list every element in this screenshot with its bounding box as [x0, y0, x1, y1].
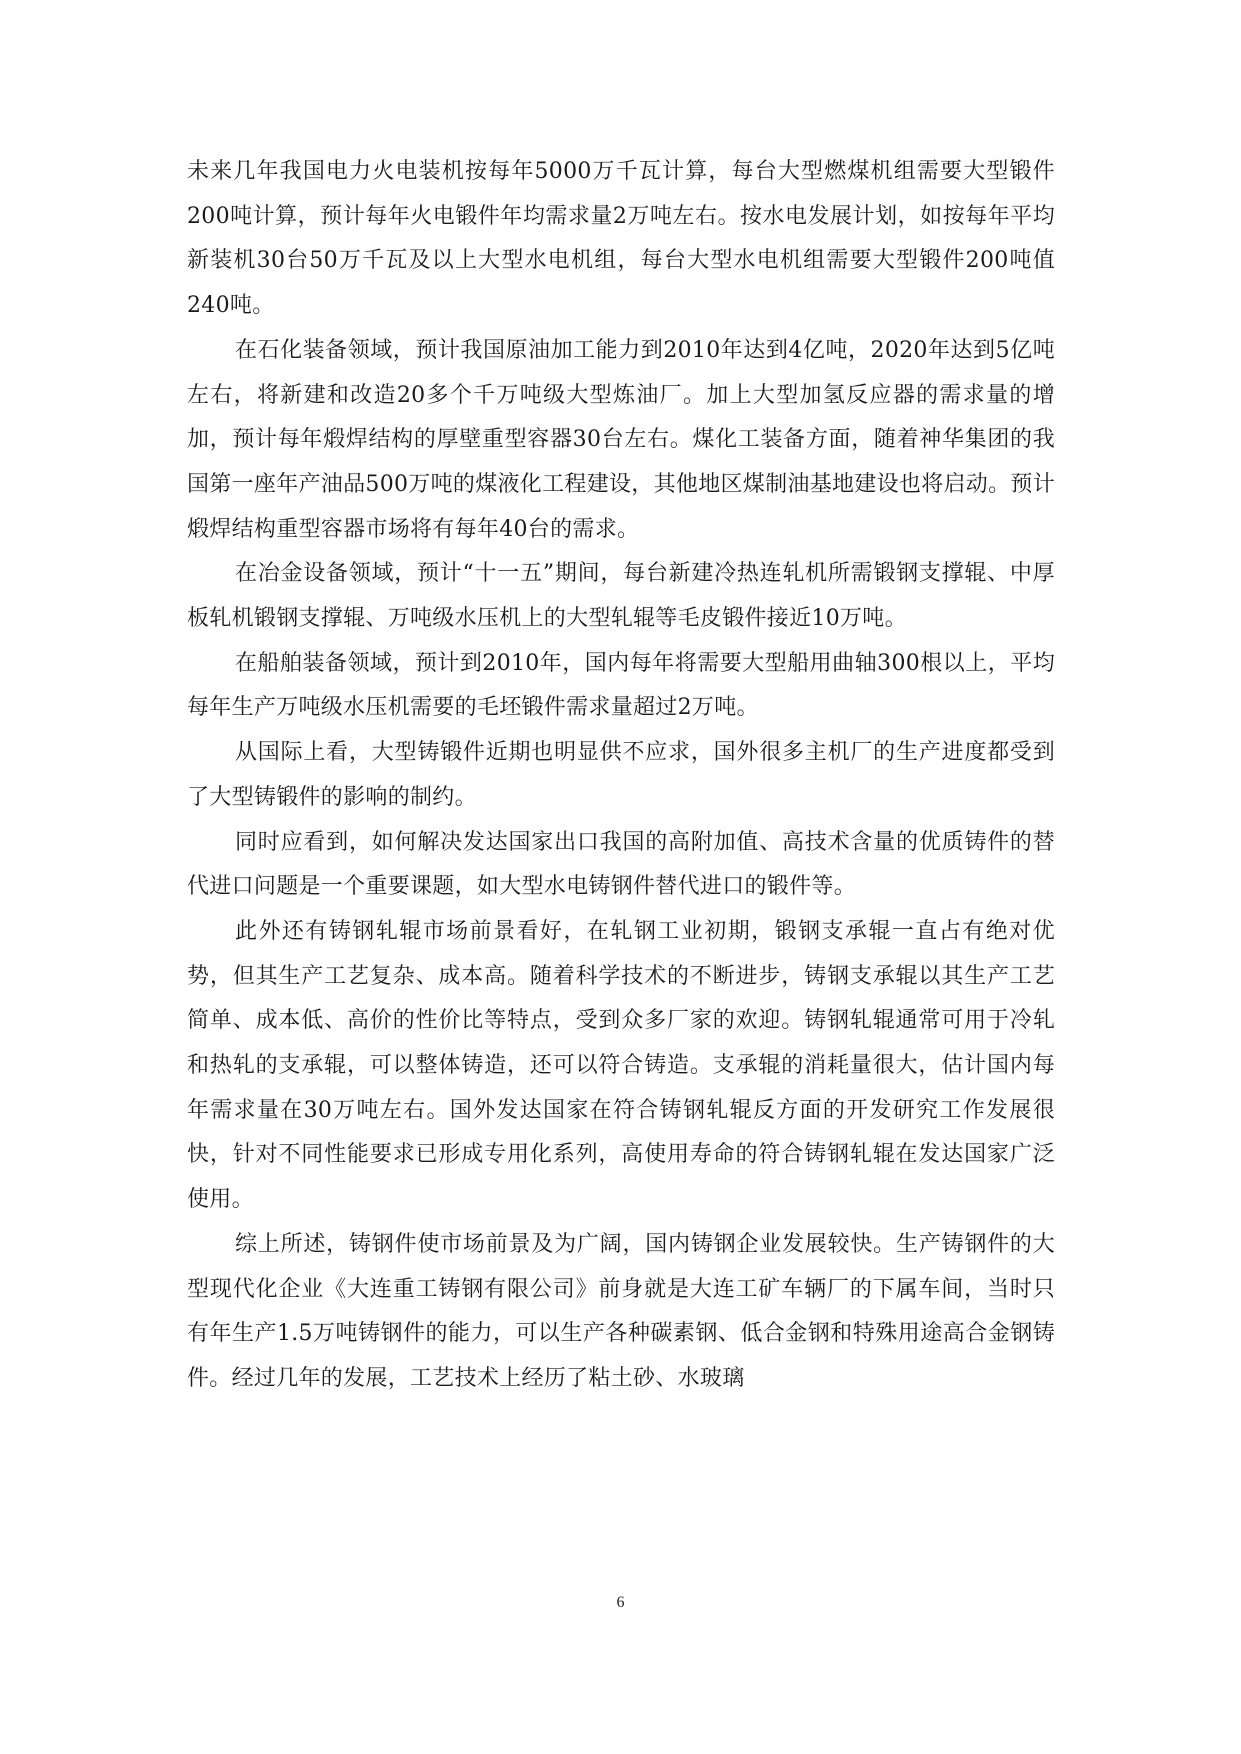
paragraph-metallurgy: 在冶金设备领域，预计“十一五”期间，每台新建冷热连轧机所需锻钢支撑辊、中厚板轧机锻钢支撑辊、万吨级水压机上的大型轧辊等毛皮锻件接近10万吨。 [187, 561, 1055, 632]
paragraph-shipbuilding: 在船舶装备领域，预计到2010年，国内每年将需要大型船用曲轴300根以上，平均每年生产万吨级水压机需要的毛坯锻件需求量超过2万吨。 [187, 650, 1055, 721]
paragraph-summary: 综上所述，铸钢件使市场前景及为广阔，国内铸钢企业发展较快。生产铸钢件的大型现代化企业《大连重工铸钢有限公司》前身就是大连工矿车辆厂的下属车间，当时只有年生产1.5万吨铸钢件的能力，可以生产各种碳素钢、低合金钢和特殊用途高合金钢铸件。经过几年的发展，工艺技术上经历了粘土砂、水玻璃 [187, 1231, 1055, 1391]
body-text [187, 150, 1055, 1402]
paragraph-thermal-power: 未来几年我国电力火电装机按每年5000万千瓦计算，每台大型燃煤机组需要大型锻件200吨计算，预计每年火电锻件年均需求量2万吨左右。按水电发展计划，如按每年平均新装机30台50万千瓦及以上大型水电机组，每台大型水电机组需要大型锻件200吨值240吨。 [187, 159, 1055, 319]
paragraph-cast-steel-rolls: 此外还有铸钢轧辊市场前景看好，在轧钢工业初期，锻钢支承辊一直占有绝对优势，但其生产工艺复杂、成本高。随着科学技术的不断进步，铸钢支承辊以其生产工艺简单、成本低、高价的性价比等特点，受到众多厂家的欢迎。铸钢轧辊通常可用于冷轧和热轧的支承辊，可以整体铸造，还可以符合铸造。支承辊的消耗量很大，估计国内每年需求量在30万吨左右。国外发达国家在符合铸钢轧辊反方面的开发研究工作发展很快，针对不同性能要求已形成专用化系列，高使用寿命的符合铸钢轧辊在发达国家广泛使用。 [187, 918, 1055, 1213]
page-number: 6 [616, 1594, 625, 1611]
paragraph-international: 从国际上看，大型铸锻件近期也明显供不应求，国外很多主机厂的生产进度都受到了大型铸锻件的影响的制约。 [187, 740, 1055, 810]
paragraph-petrochemical: 在石化装备领域，预计我国原油加工能力到2010年达到4亿吨，2020年达到5亿吨左右，将新建和改造20多个千万吨级大型炼油厂。加上大型加氢反应器的需求量的增加，预计每年煅焊结构的厚壁重型容器30台左右。煤化工装备方面，随着神华集团的我国第一座年产油品500万吨的煤液化工程建设，其他地区煤制油基地建设也将启动。预计煅焊结构重型容器市场将有每年40台的需求。 [187, 337, 1055, 542]
paragraph-import-substitution: 同时应看到，如何解决发达国家出口我国的高附加值、高技术含量的优质铸件的替代进口问题是一个重要课题，如大型水电铸钢件替代进口的锻件等。 [187, 829, 1055, 900]
